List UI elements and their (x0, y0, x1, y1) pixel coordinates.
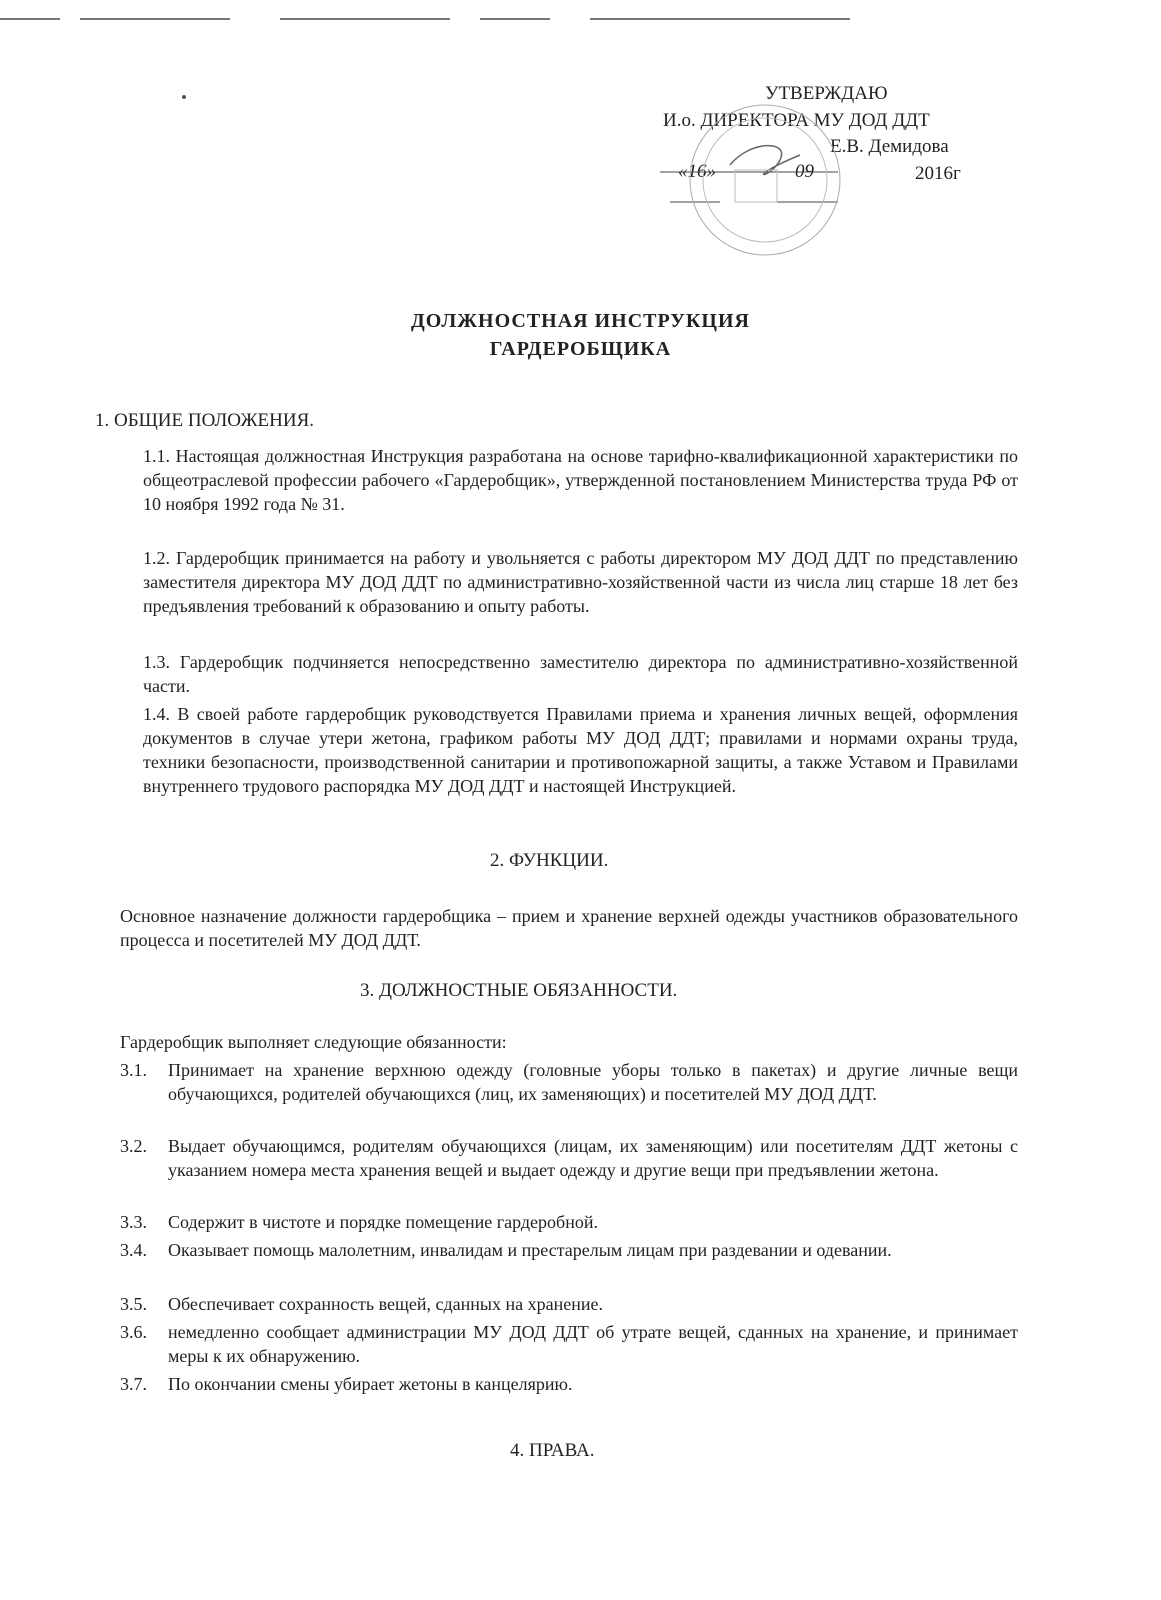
duty-number: 3.3. (120, 1212, 147, 1232)
section3-intro: Гардеробщик выполняет следующие обязанности: (120, 1032, 507, 1052)
approval-date-day: «16» (678, 161, 716, 182)
duty-item: Содержит в чистоте и порядке помещение гардеробной. (168, 1212, 598, 1232)
section1-paragraph-1-4: 1.4. В своей работе гардеробщик руководствуется Правилами приема и хранения личных вещей, оформления документов в случае утери жетона, графиком работы МУ ДОД ДДТ; правилами и нормами охраны труда, техники безопасности, производственной санитарии и противопожарной защиты, а также Уставом и Правилами внутреннего трудового распорядка МУ ДОД ДДТ и настоящей Инструкцией. (143, 704, 1018, 796)
duty-item: немедленно сообщает администрации МУ ДОД ДДТ об утрате вещей, сданных на хранение, и принимает меры к их обнаружению. (168, 1322, 1018, 1366)
section1-heading: 1. ОБЩИЕ ПОЛОЖЕНИЯ. (95, 410, 315, 431)
approval-title: УТВЕРЖДАЮ (765, 83, 888, 104)
approval-signatory: Е.В. Демидова (830, 136, 949, 157)
duty-number: 3.5. (120, 1294, 147, 1314)
document-subtitle: ГАРДЕРОБЩИКА (489, 338, 672, 360)
duty-item: Выдает обучающимся, родителям обучающихся (лицам, их заменяющим) или посетителям ДДТ жетоны с указанием номера места хранения вещей и выдает одежду и другие вещи при предъявлении жетона. (168, 1136, 1018, 1180)
scan-speck (182, 95, 186, 99)
duty-number: 3.4. (120, 1240, 147, 1260)
approval-position: И.о. ДИРЕКТОРА МУ ДОД ДДТ (663, 110, 930, 131)
stamp-signature-graphic (660, 100, 900, 280)
duty-item: По окончании смены убирает жетоны в канцелярию. (168, 1374, 573, 1394)
section2-heading: 2. ФУНКЦИИ. (490, 850, 609, 871)
approval-date-month: 09 (795, 161, 814, 182)
section4-heading: 4. ПРАВА. (510, 1440, 595, 1461)
section1-paragraph-1-2: 1.2. Гардеробщик принимается на работу и увольняется с работы директором МУ ДОД ДДТ по представлению заместителя директора МУ ДОД ДДТ по административно-хозяйственной части из числа лиц старше 18 лет без предъявления требований к образованию и опыту работы. (143, 548, 1018, 616)
section1-paragraph-1-3: 1.3. Гардеробщик подчиняется непосредственно заместителю директора по административно-хозяйственной части. (143, 652, 1018, 696)
duty-number: 3.1. (120, 1060, 147, 1080)
document-title: ДОЛЖНОСТНАЯ ИНСТРУКЦИЯ (411, 310, 750, 332)
duty-item: Оказывает помощь малолетним, инвалидам и престарелым лицам при раздевании и одевании. (168, 1240, 892, 1260)
duty-item: Принимает на хранение верхнюю одежду (головные уборы только в пакетах) и другие личные вещи обучающихся, родителей обучающихся (лиц, их заменяющих) и посетителей МУ ДОД ДДТ. (168, 1060, 1018, 1104)
duty-item: Обеспечивает сохранность вещей, сданных на хранение. (168, 1294, 603, 1314)
duty-number: 3.7. (120, 1374, 147, 1394)
duty-number: 3.2. (120, 1136, 147, 1156)
scan-edge-line (0, 18, 860, 21)
section2-text: Основное назначение должности гардеробщика – прием и хранение верхней одежды участников образовательного процесса и посетителей МУ ДОД ДДТ. (120, 906, 1018, 950)
approval-date-year: 2016г (915, 163, 961, 184)
section1-paragraph-1-1: 1.1. Настоящая должностная Инструкция разработана на основе тарифно-квалификационной характеристики по общеотраслевой профессии рабочего «Гардеробщик», утвержденной постановлением Министерства труда РФ от 10 ноября 1992 года № 31. (143, 446, 1018, 514)
duty-number: 3.6. (120, 1322, 147, 1342)
section3-heading: 3. ДОЛЖНОСТНЫЕ ОБЯЗАННОСТИ. (360, 980, 678, 1001)
